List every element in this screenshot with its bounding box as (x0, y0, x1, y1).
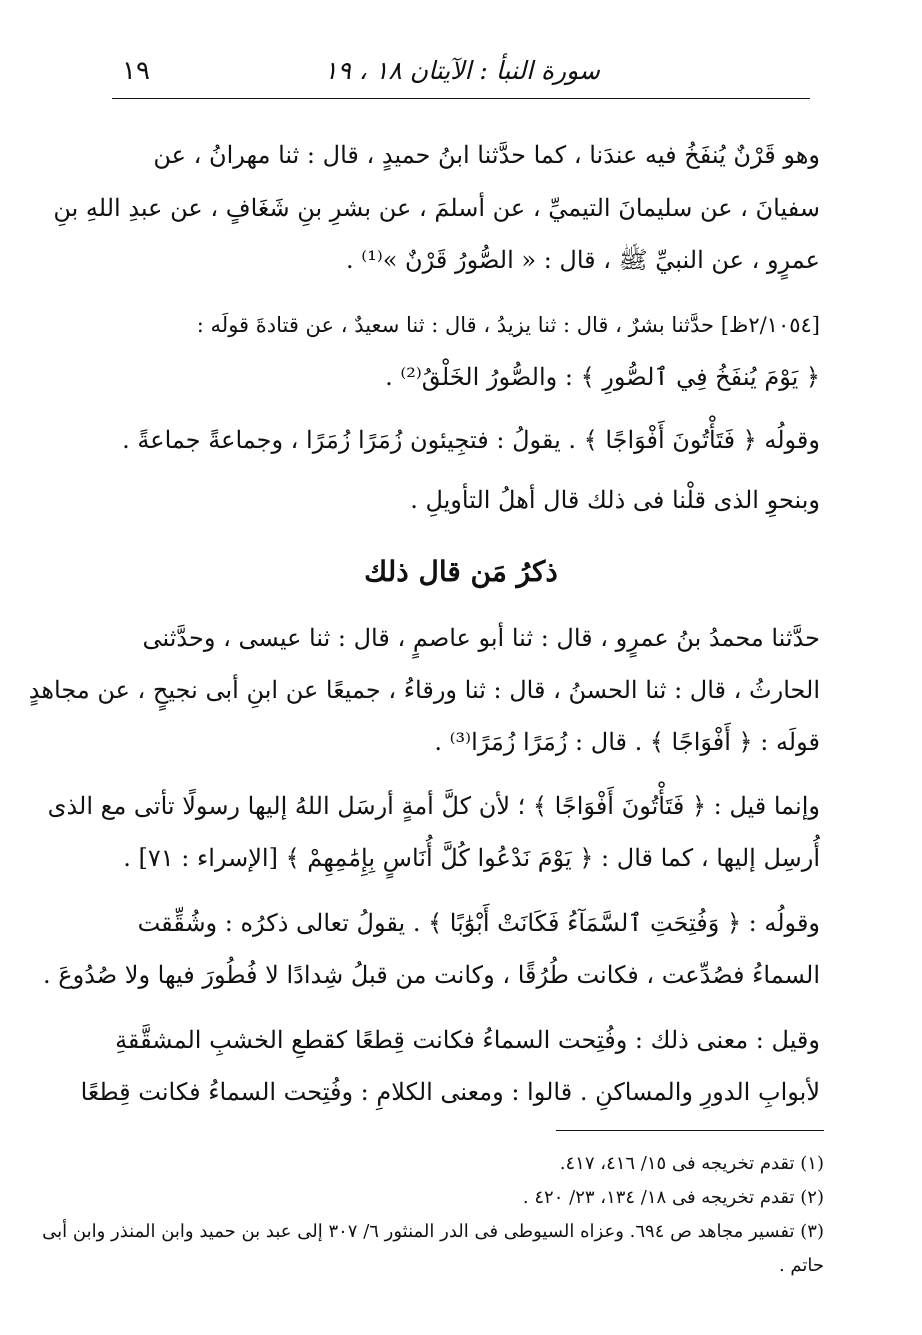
footnotes (42, 1145, 824, 1295)
footnote: (٢) تقدم تخريجه فى ١٨/ ١٣٤، ٢٣/ ٤٢٠ . (522, 1187, 824, 1208)
text-line: [٢/١٠٥٤ظ] حدَّثنا بشرٌ ، قال : ثنا يزيدُ ، قال : ثنا سعيدٌ ، عن قتادةَ قولَه : (196, 313, 820, 337)
section-heading: ذكرُ مَن قال ذلك (364, 555, 558, 588)
text-line: وقيل : معنى ذلك : وفُتِحت السماءُ فكانت قِطعًا كقطعِ الخشبِ المشقَّقةِ (115, 1026, 820, 1054)
running-title: سورة النبأ : الآيتان ١٨ ، ١٩ (324, 56, 600, 85)
text-line: عمرٍو ، عن النبيِّ ﷺ ، قال : « الصُّورُ قَرْنٌ »⁽¹⁾ . (346, 246, 820, 274)
footnote-divider (556, 1130, 824, 1131)
page-number: ١٩ (122, 56, 150, 86)
main-text-block-1 (53, 135, 820, 535)
text-line: وبنحوِ الذى قلْنا فى ذلك قال أهلُ التأويلِ . (410, 486, 820, 514)
footnote: (١) تقدم تخريجه فى ١٥/ ٤١٦، ٤١٧. (559, 1153, 824, 1174)
text-line: أُرسِل إليها ، كما قال : ﴿ يَوْمَ نَدْعُوا كُلَّ أُنَاسٍ بِإِمَٰمِهِمْ ﴾ [الإسراء : ٧١] . (123, 844, 820, 872)
text-line: وهو قَرْنٌ يُنفَخُ فيه عندَنا ، كما حدَّثنا ابنُ حميدٍ ، قال : ثنا مهرانُ ، عن (153, 141, 820, 169)
footnote: (٣) تفسير مجاهد ص ٦٩٤. وعزاه السيوطى فى الدر المنثور ٦/ ٣٠٧ إلى عبد بن حميد وابن المنذر وابن أبى (42, 1221, 824, 1242)
main-text-block-2 (28, 618, 820, 1118)
text-line: لأبوابِ الدورِ والمساكنِ . قالوا : ومعنى الكلامِ : وفُتِحت السماءُ فكانت قِطعًا (80, 1078, 820, 1106)
text-line: وقولُه : ﴿ وَفُتِحَتِ ٱلسَّمَآءُ فَكَانَتْ أَبْوَٰبًا ﴾ . يقولُ تعالى ذكرُه : وشُقِّقت (137, 909, 820, 937)
text-line: سفيانَ ، عن سليمانَ التيميِّ ، عن أسلمَ ، عن بشرِ بنِ شَغَافٍ ، عن عبدِ اللهِ بنِ (53, 194, 820, 222)
text-line: الحارثُ ، قال : ثنا الحسنُ ، قال : ثنا ورقاءُ ، جميعًا عن ابنِ أبى نجيحٍ ، عن مجاهدٍ (28, 676, 820, 704)
text-line: ﴿ يَوْمَ يُنفَخُ فِي ٱلصُّورِ ﴾ : والصُّورُ الخَلْقُ⁽²⁾ . (385, 363, 820, 391)
text-line: قولَه : ﴿ أَفْوَاجًا ﴾ . قال : زُمَرًا زُمَرًا⁽³⁾ . (434, 728, 820, 756)
footnote: حاتم . (778, 1255, 824, 1276)
text-line: السماءُ فصُدِّعت ، فكانت طُرُقًا ، وكانت من قبلُ شِدادًا لا فُطُورَ فيها ولا صُدُوعَ . (42, 961, 820, 989)
text-line: وقولُه ﴿ فَتَأْتُونَ أَفْوَاجًا ﴾ . يقولُ : فتجِيئون زُمَرًا زُمَرًا ، وجماعةً جماعةً . (122, 426, 820, 454)
text-line: حدَّثنا محمدُ بنُ عمرٍو ، قال : ثنا أبو عاصمٍ ، قال : ثنا عيسى ، وحدَّثنى (142, 624, 820, 652)
text-line: وإنما قيل : ﴿ فَتَأْتُونَ أَفْوَاجًا ﴾ ؛ لأن كلَّ أمةٍ أرسَل اللهُ إليها رسولًا تأتى مع الذى (47, 792, 820, 820)
page-header (112, 50, 810, 99)
